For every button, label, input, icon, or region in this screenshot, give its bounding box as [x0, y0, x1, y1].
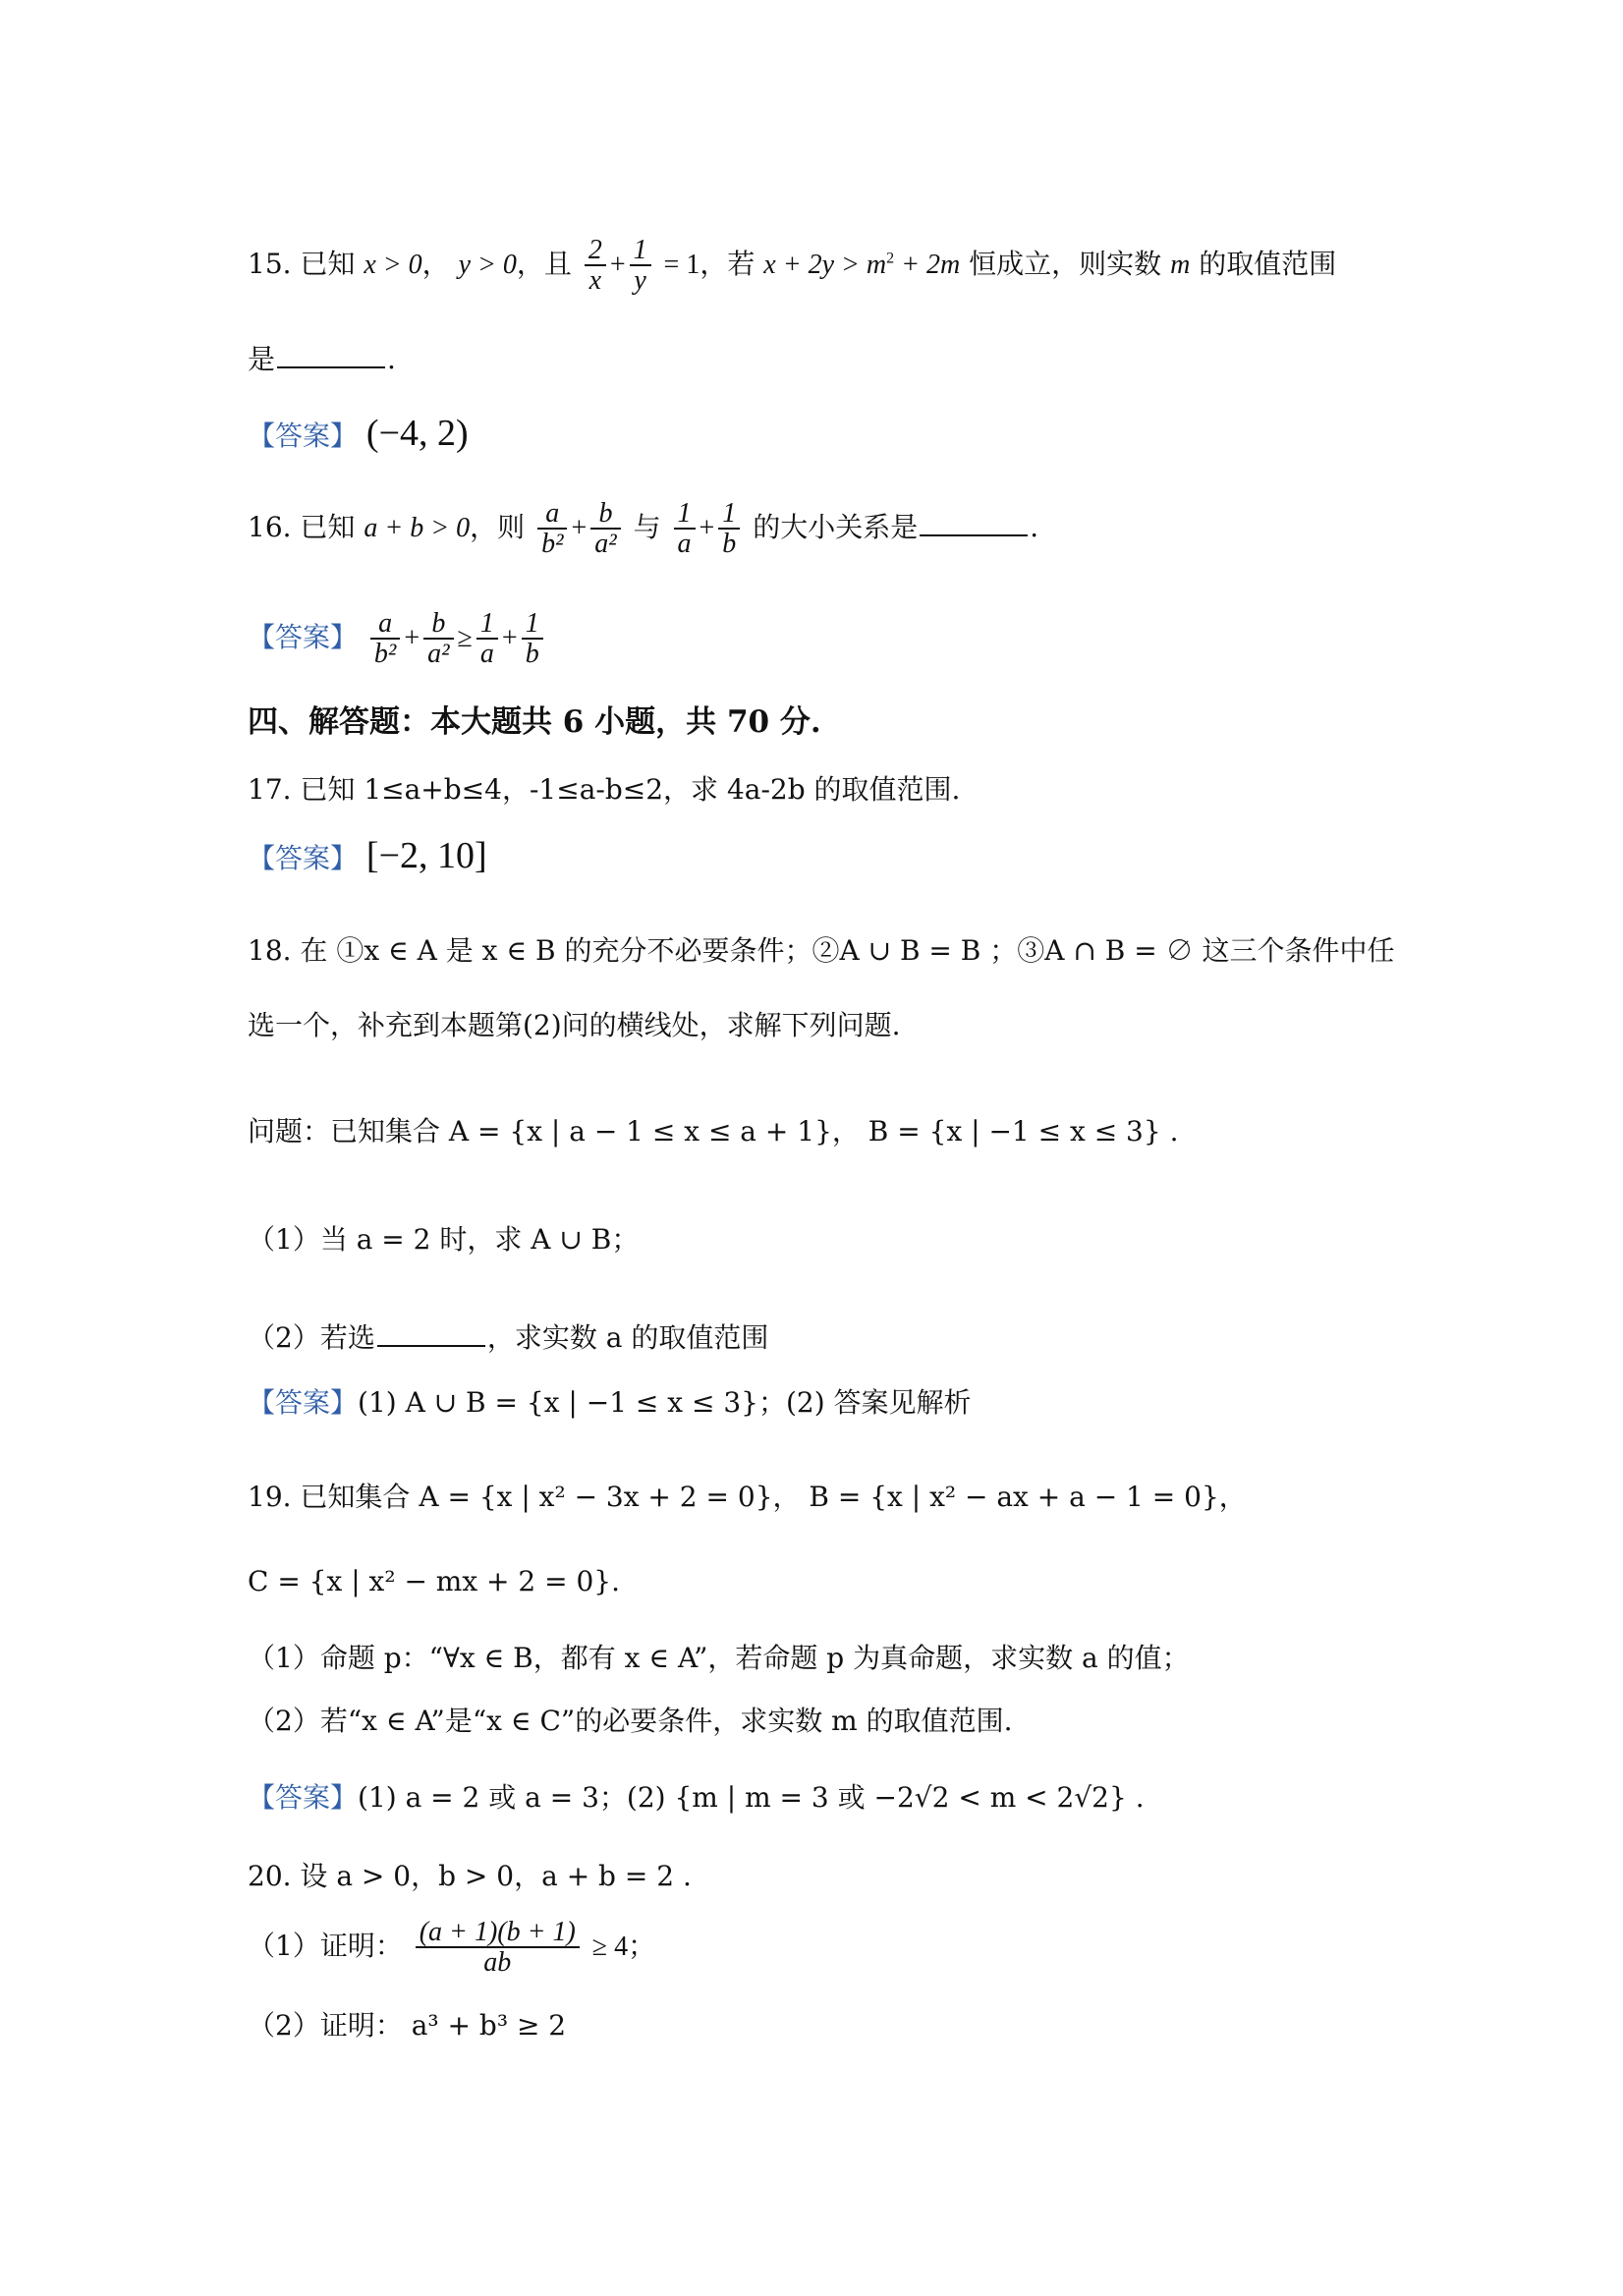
a16-fraction-a-over-b2: $\frac{a}{\text{b²}}$: [370, 609, 400, 669]
q16-period: .: [1030, 510, 1039, 543]
answer-tag: 【答案】: [248, 1386, 359, 1419]
q15-equals: = 1: [663, 249, 700, 280]
answer-tag: 【答案】: [248, 420, 359, 452]
q16-with: 与: [633, 510, 661, 543]
answer-18: [248, 1385, 1377, 1420]
q15-var-m: m: [1170, 249, 1191, 280]
q15-period: .: [387, 343, 396, 375]
question-19-part-2: （2）若“x ∈ A”是“x ∈ C”的必要条件，求实数 m 的取值范围.: [248, 1705, 1013, 1737]
a16-fraction-b-over-a2: $\frac{b}{\text{a²}}$: [423, 609, 453, 669]
q15-if: ，若: [700, 247, 756, 280]
a16-fraction-1-over-b: $\frac{1}{b}$: [522, 609, 543, 669]
question-18-part-1: （1）当 a = 2 时，求 A ∪ B；: [248, 1223, 640, 1256]
q16-tail: 的大小关系是: [753, 510, 919, 543]
answer-15: [248, 411, 1377, 458]
answer-tag: 【答案】: [248, 620, 359, 653]
a16-fraction-1-over-a: $\frac{1}{a}$: [476, 609, 498, 669]
q16-condition: a + b > 0: [364, 512, 471, 543]
q15-sep: ，: [421, 247, 450, 280]
q15-label: 15. 已知: [248, 247, 356, 280]
section-4-heading: 四、解答题：本大题共 6 小题，共 70 分.: [248, 704, 821, 740]
q15-blank: [277, 365, 385, 368]
question-19-part-1: （1）命题 p：“∀x ∈ B，都有 x ∈ A”，若命题 p 为真命题，求实数 a 的值；: [248, 1642, 1190, 1674]
question-18-part-2: [248, 1320, 1377, 1355]
q16-fraction-1-over-a: $\frac{1}{a}$: [674, 499, 696, 559]
q20-fraction: $\frac{(a + 1)(b + 1)}{ab}$: [416, 1918, 580, 1978]
answer-18-text: (1) A ∪ B = {x | −1 ≤ x ≤ 3}；(2) 答案见解析: [358, 1386, 972, 1419]
q18-part2-prefix: （2）若选: [248, 1321, 375, 1354]
answer-tag: 【答案】: [248, 842, 359, 874]
answer-19-text: (1) a = 2 或 a = 3；(2) {m | m = 3 或 −2√2 < m < 2√2} .: [358, 1781, 1145, 1814]
q15-fraction-1-over-y: $\frac{1}{y}$: [630, 236, 651, 296]
answer-17: [248, 833, 1377, 880]
question-18-line-2: 选一个，补充到本题第(2)问的横线处，求解下列问题.: [248, 1009, 901, 1041]
q16-plus: +: [571, 512, 588, 543]
q20-part1-suffix: ≥ 4；: [591, 1931, 656, 1962]
q16-blank: [920, 533, 1028, 536]
q18-part2-suffix: ，求实数 a 的取值范围: [486, 1321, 769, 1354]
question-20-part-1: [248, 1918, 1377, 1978]
question-15-line-1: [248, 236, 1377, 296]
q15-tail2: 的取值范围: [1199, 247, 1337, 280]
question-16: [248, 499, 1377, 559]
q15-cond-x: x > 0: [364, 249, 422, 280]
q16-fraction-1-over-b: $\frac{1}{b}$: [718, 499, 740, 559]
answer-17-value: [−2, 10]: [365, 835, 487, 876]
answer-19: [248, 1780, 1377, 1815]
answer-tag: 【答案】: [248, 1781, 359, 1814]
q18-blank: [377, 1344, 485, 1347]
question-19-line-1: 19. 已知集合 A = {x | x² − 3x + 2 = 0}， B = {x | x² − ax + a − 1 = 0}，: [248, 1481, 1247, 1513]
q16-fraction-b-over-a2: $\frac{b}{\text{a²}}$: [590, 499, 620, 559]
q15-tail: 恒成立，则实数: [969, 247, 1162, 280]
answer-15-value: (−4, 2): [365, 413, 469, 454]
q15-inequality: $x + 2y > m^2 + 2m$: [763, 249, 961, 280]
q15-is: 是: [248, 343, 276, 375]
q16-plus-2: +: [699, 512, 715, 543]
q15-plus: +: [609, 249, 626, 280]
q20-part1-prefix: （1）证明：: [248, 1929, 403, 1962]
q16-fraction-a-over-b2: $\frac{a}{\text{b²}}$: [537, 499, 567, 559]
question-15-line-2: [248, 342, 1377, 376]
question-18-line-1: 18. 在 ①x ∈ A 是 x ∈ B 的充分不必要条件；②A ∪ B = B ；③A ∩ B = ∅ 这三个条件中任: [248, 934, 1395, 967]
question-18-problem: 问题：已知集合 A = {x | a − 1 ≤ x ≤ a + 1}， B = {x | −1 ≤ x ≤ 3} .: [248, 1115, 1179, 1148]
q16-then: ，则: [470, 510, 526, 543]
question-19-line-2: C = {x | x² − mx + 2 = 0}.: [248, 1565, 621, 1597]
q15-fraction-2-over-x: $\frac{2}{x}$: [585, 236, 606, 296]
q15-and: ，且: [516, 247, 572, 280]
answer-16: 【答案】 $\frac{a}{\text{b²}}$ + $\frac{b}{\text{a²}}$ ≥ $\frac{1}{a}$ + $\frac{1}{b}$: [248, 609, 1377, 669]
question-20-part-2: （2）证明： a³ + b³ ≥ 2: [248, 2009, 567, 2042]
question-17: 17. 已知 1≤a+b≤4，-1≤a-b≤2，求 4a-2b 的取值范围.: [248, 773, 961, 806]
a16-ge: ≥: [457, 622, 473, 653]
question-20-line-1: 20. 设 a > 0，b > 0，a + b = 2 .: [248, 1860, 692, 1892]
q16-label: 16. 已知: [248, 510, 356, 543]
q15-cond-y: y > 0: [458, 249, 517, 280]
